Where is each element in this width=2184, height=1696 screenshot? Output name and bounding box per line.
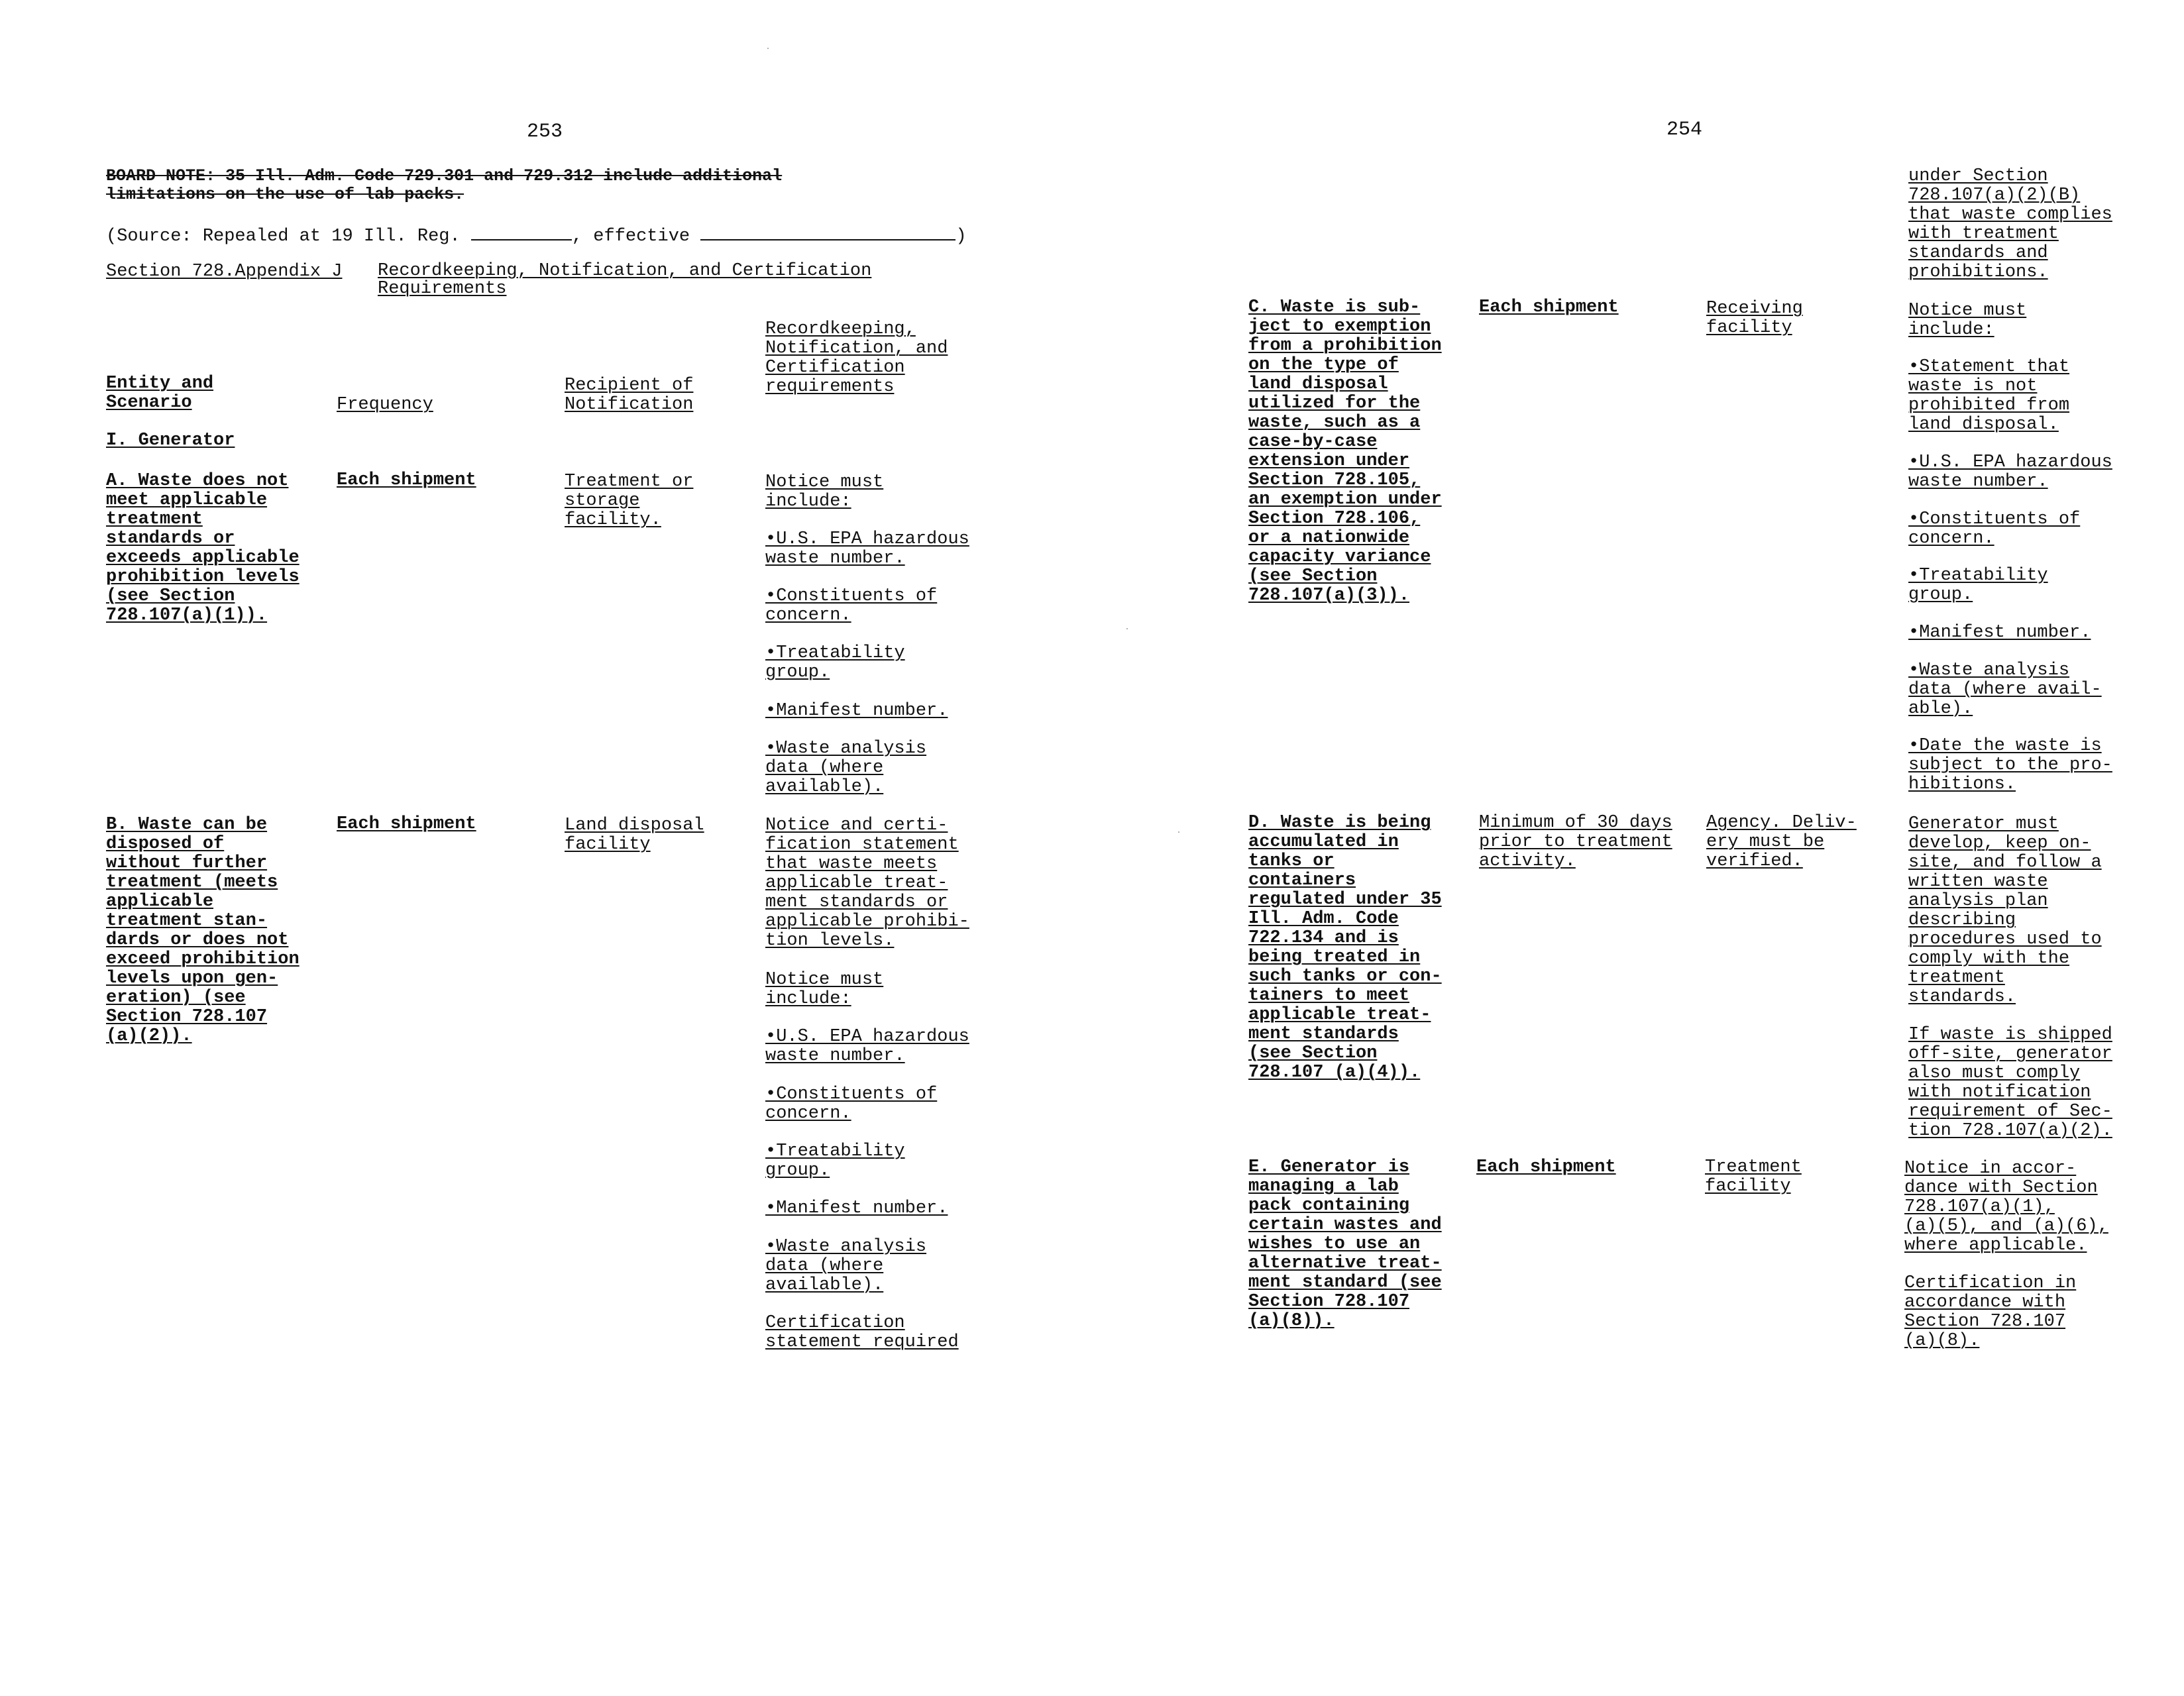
row-c-bullet: •Constituents of concern. (1908, 509, 2081, 549)
row-e-recipient: Treatment facility (1705, 1157, 1802, 1196)
row-b-bullet: •Waste analysis data (where available). (765, 1237, 927, 1295)
row-c-bullet: •U.S. EPA hazardous waste number. (1908, 452, 2112, 492)
row-c-bullet: •Manifest number. (1908, 623, 2091, 643)
row-d-requirement: Generator must develop, keep on- site, and follow a written waste analysis plan describing procedures used to comply with the treatment standards. (1908, 814, 2102, 1007)
row-a-entity: A. Waste does not meet applicable treatment standards or exceeds applicable prohibition levels (see Section 728.107(a)(1)). (106, 471, 300, 625)
page-number: 253 (527, 121, 563, 143)
row-b-statement: Notice and certi- fication statement that waste meets applicable treat- ment standards or applicable prohibi- tion levels. (765, 816, 969, 951)
header-entity: Entity and Scenario (106, 374, 214, 413)
row-b-bullet: •Treatability group. (765, 1141, 905, 1181)
row-b-notice: Notice must include: (765, 970, 884, 1009)
row-e-requirement: Notice in accor- dance with Section 728.107(a)(1), (a)(5), and (a)(6), where applicable. (1904, 1159, 2108, 1255)
row-b-certification: Certification statement required (765, 1313, 959, 1352)
row-a-bullet: •U.S. EPA hazardous waste number. (765, 529, 969, 568)
scan-speck (1178, 831, 1179, 833)
row-b-frequency: Each shipment (337, 814, 476, 834)
row-b-bullet: •Constituents of concern. (765, 1085, 938, 1124)
row-b-recipient: Land disposal facility (565, 816, 704, 855)
header-recipient: Recipient of Notification (565, 376, 694, 415)
row-a-bullet: •Treatability group. (765, 643, 905, 682)
scan-speck (1126, 628, 1128, 629)
row-a-recipient: Treatment or storage facility. (565, 472, 694, 530)
header-frequency: Frequency (337, 395, 433, 415)
row-d-frequency: Minimum of 30 days prior to treatment activity. (1479, 813, 1672, 871)
row-b-bullet: •U.S. EPA hazardous waste number. (765, 1027, 969, 1066)
generator-heading: I. Generator (106, 431, 235, 450)
row-a-bullet: •Constituents of concern. (765, 586, 938, 625)
row-a-bullet: •Manifest number. (765, 701, 948, 721)
row-a-frequency: Each shipment (337, 470, 476, 490)
board-note: BOARD NOTE: 35 Ill. Adm. Code 729.301 and 729.312 include additional limitations on the use of lab packs. (106, 166, 783, 204)
row-c-entity: C. Waste is sub- ject to exemption from a prohibition on the type of land disposal utilized for the waste, such as a case-by-case extension under Section 728.105, an exemption under Section 728.106, or a nationwide capacity variance (see Section 728.107(a)(3)). (1248, 297, 1442, 606)
source-suffix: ) (956, 227, 967, 246)
row-c-bullet: •Waste analysis data (where avail- able). (1908, 661, 2102, 719)
carryover-text: under Section 728.107(a)(2)(B) that waste complies with treatment standards and prohibitions. (1908, 166, 2112, 282)
source-effective: , effective (571, 227, 690, 246)
row-d-recipient: Agency. Deliv- ery must be verified. (1706, 813, 1857, 871)
row-c-frequency: Each shipment (1479, 297, 1619, 317)
row-a-bullet: •Waste analysis data (where available). (765, 739, 927, 797)
blank-effective-date (700, 225, 956, 240)
row-c-bullet: •Treatability group. (1908, 566, 2048, 605)
source-prefix: (Source: Repealed at 19 Ill. Reg. (106, 227, 461, 246)
section-label: Section 728.Appendix J (106, 262, 343, 282)
row-d-requirement: If waste is shipped off-site, generator also must comply with notification requirement of Sec- tion 728.107(a)(2). (1908, 1025, 2112, 1141)
page-number: 254 (1666, 119, 1703, 141)
row-d-entity: D. Waste is being accumulated in tanks or containers regulated under 35 Ill. Adm. Code 722.134 and is being treated in such tanks or con- tainers to meet applicable treat- ment standards (see Section 728.107 (a)(4)). (1248, 813, 1442, 1083)
source-line (106, 225, 967, 246)
row-c-bullet: •Statement that waste is not prohibited from land disposal. (1908, 357, 2070, 435)
row-a-notice: Notice must include: (765, 472, 884, 511)
row-b-entity: B. Waste can be disposed of without further treatment (meets applicable treatment stan- dards or does not exceed prohibition levels upon gen- eration) (see Section 728.107 (a)(2)). (106, 815, 300, 1046)
row-c-notice: Notice must include: (1908, 301, 2027, 340)
blank-register-page (471, 225, 572, 240)
scan-speck (767, 48, 769, 49)
section-title: Recordkeeping, Notification, and Certification Requirements (378, 261, 872, 299)
row-e-frequency: Each shipment (1476, 1157, 1616, 1177)
row-c-recipient: Receiving facility (1706, 299, 1803, 338)
row-b-bullet: •Manifest number. (765, 1198, 948, 1218)
row-e-requirement: Certification in accordance with Section 728.107 (a)(8). (1904, 1273, 2077, 1351)
row-e-entity: E. Generator is managing a lab pack containing certain wastes and wishes to use an alternative treat- ment standard (see Section 728.107 (a)(8)). (1248, 1157, 1442, 1331)
row-c-bullet: •Date the waste is subject to the pro- hibitions. (1908, 736, 2112, 794)
header-requirements: Recordkeeping, Notification, and Certification requirements (765, 319, 948, 397)
